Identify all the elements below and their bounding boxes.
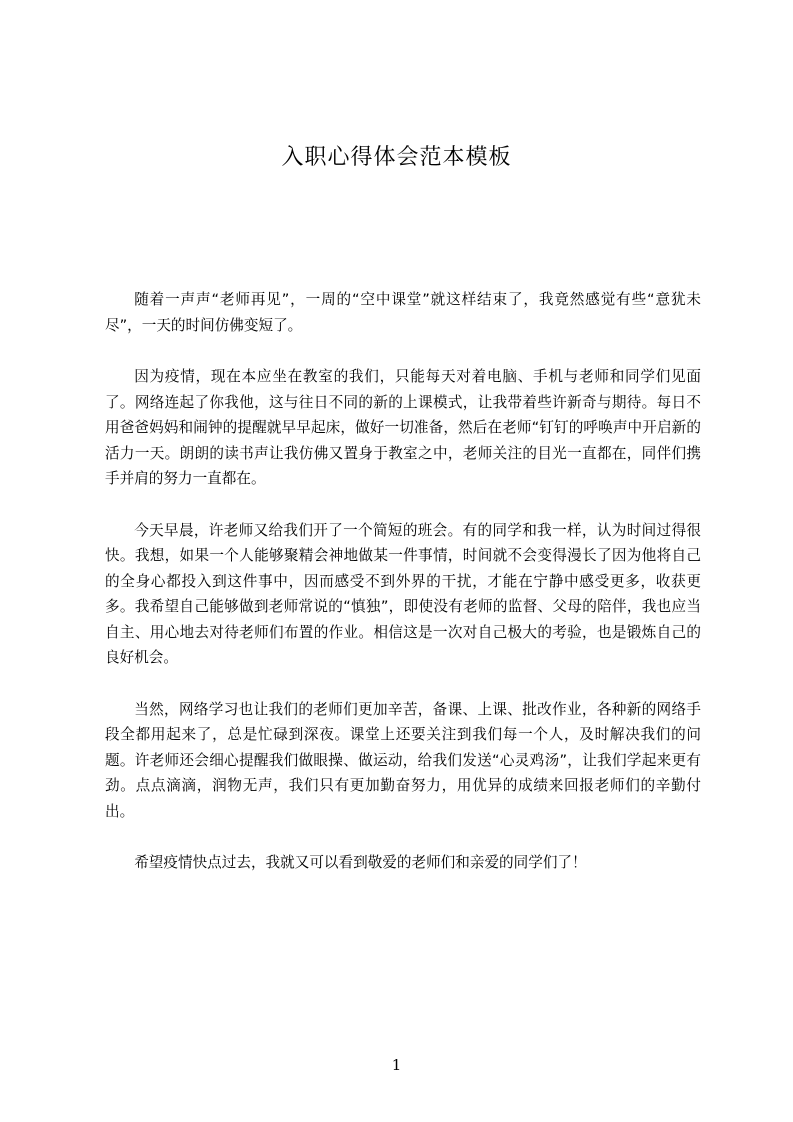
document-body [105, 287, 701, 902]
paragraph-2: 因为疫情，现在本应坐在教室的我们，只能每天对着电脑、手机与老师和同学们见面了。网络连起了你我他，这与往日不同的新的上课模式，让我带着些许新奇与期待。每日不用爸爸妈妈和闹钟的提醒就早早起床，做好一切准备，然后在老师“钉钉的呼唤声中开启新的活力一天。朗朗的读书声让我仿佛又置身于教室之中，老师关注的目光一直都在，同伴们携手并肩的努力一直都在。 [105, 368, 701, 487]
paragraph-1: 随着一声声“老师再见”，一周的“空中课堂”就这样结束了，我竟然感觉有些“意犹未尽”，一天的时间仿佛变短了。 [105, 291, 701, 334]
page-number: 1 [391, 1056, 402, 1074]
paragraph-5: 希望疫情快点过去，我就又可以看到敬爱的老师们和亲爱的同学们了！ [134, 854, 587, 871]
paragraph-4: 当然，网络学习也让我们的老师们更加辛苦，备课、上课、批改作业，各种新的网络手段全都用起来了，总是忙碌到深夜。课堂上还要关注到我们每一个人，及时解决我们的问题。许老师还会细心提醒我们做眼操、做运动，给我们发送“心灵鸡汤”，让我们学起来更有劲。点点滴滴，润物无声，我们只有更加勤奋努力，用优异的成绩来回报老师们的辛勤付出。 [105, 700, 701, 820]
paragraph-3: 今天早晨，许老师又给我们开了一个简短的班会。有的同学和我一样，认为时间过得很快。我想，如果一个人能够聚精会神地做某一件事情，时间就不会变得漫长了因为他将自己的全身心都投入到这件事中，因而感受不到外界的干扰，才能在宁静中感受更多，收获更多。我希望自己能够做到老师常说的“慎独”，即使没有老师的监督、父母的陪伴，我也应当自主、用心地去对待老师们布置的作业。相信这是一次对自己极大的考验，也是锻炼自己的良好机会。 [105, 521, 701, 666]
document-title: 入职心得体会范本模板 [281, 145, 512, 170]
